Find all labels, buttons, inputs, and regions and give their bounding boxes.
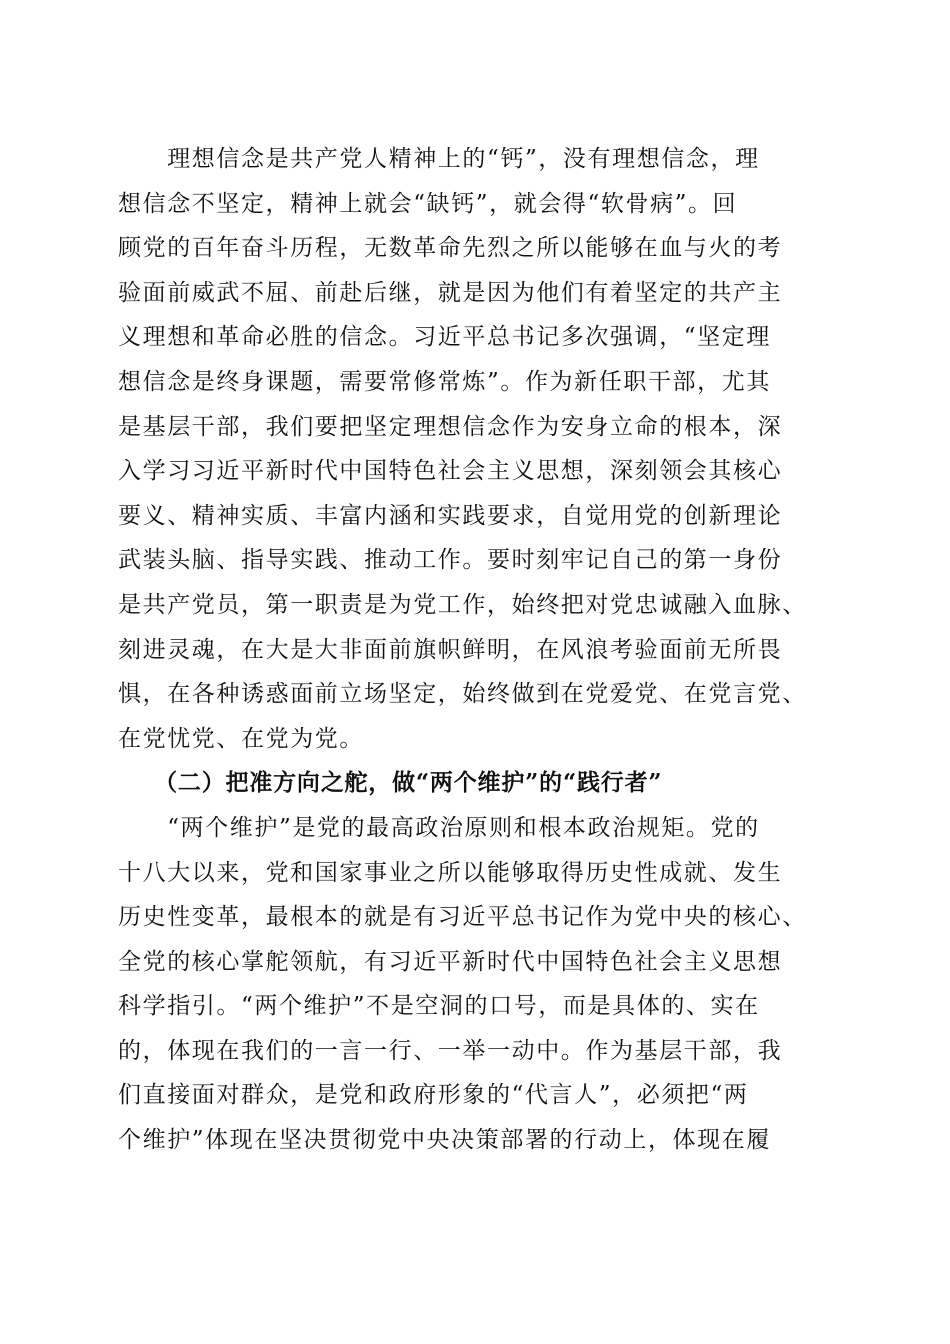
text-line: 想信念是终身课题，需要常修常炼”。作为新任职干部，尤其: [118, 368, 771, 395]
section-heading: （二）把准方向之舵，做“两个维护”的“践行者”: [118, 769, 663, 797]
text-line: 验面前威武不屈、前赴后继，就是因为他们有着坚定的共产主: [118, 279, 783, 306]
text-line: 们直接面对群众，是党和政府形象的“代言人”，必须把“两: [118, 1082, 749, 1109]
text-line: 科学指引。“两个维护”不是空洞的口号，而是具体的、实在: [118, 993, 760, 1020]
document-body: [118, 137, 838, 1163]
text-line: 义理想和革命必胜的信念。习近平总书记多次强调，“坚定理: [118, 324, 771, 351]
text-line: 是基层干部，我们要把坚定理想信念作为安身立命的根本，深: [118, 413, 783, 440]
text-line: 要义、精神实质、丰富内涵和实践要求，自觉用党的创新理论: [118, 502, 783, 529]
text-line: 历史性变革，最根本的就是有习近平总书记作为党中央的核心、: [118, 904, 807, 931]
text-line: 顾党的百年奋斗历程，无数革命先烈之所以能够在血与火的考: [118, 235, 783, 262]
text-line: 武装头脑、指导实践、推动工作。要时刻牢记自己的第一身份: [118, 547, 783, 574]
text-line: 全党的核心掌舵领航，有习近平新时代中国特色社会主义思想: [118, 948, 783, 975]
text-line: 十八大以来，党和国家事业之所以能够取得历史性成就、发生: [118, 859, 783, 886]
text-line: 个维护”体现在坚决贯彻党中央决策部署的行动上，体现在履: [118, 1127, 771, 1154]
text-line: 在党忧党、在党为党。: [118, 725, 364, 752]
text-line: 入学习习近平新时代中国特色社会主义思想，深刻领会其核心: [118, 458, 783, 485]
text-line: 想信念不坚定，精神上就会“缺钙”，就会得“软骨病”。回: [118, 190, 738, 217]
text-line: 是共产党员，第一职责是为党工作，始终把对党忠诚融入血脉、: [118, 591, 807, 618]
text-line: 理想信念是共产党人精神上的“钙”，没有理想信念，理: [118, 146, 760, 172]
text-line: 的，体现在我们的一言一行、一举一动中。作为基层干部，我: [118, 1037, 783, 1064]
text-line: “两个维护”是党的最高政治原则和根本政治规矩。党的: [118, 814, 760, 841]
text-line: 刻进灵魂，在大是大非面前旗帜鲜明，在风浪考验面前无所畏: [118, 636, 783, 663]
text-line: 惧，在各种诱惑面前立场坚定，始终做到在党爱党、在党言党、: [118, 681, 807, 708]
